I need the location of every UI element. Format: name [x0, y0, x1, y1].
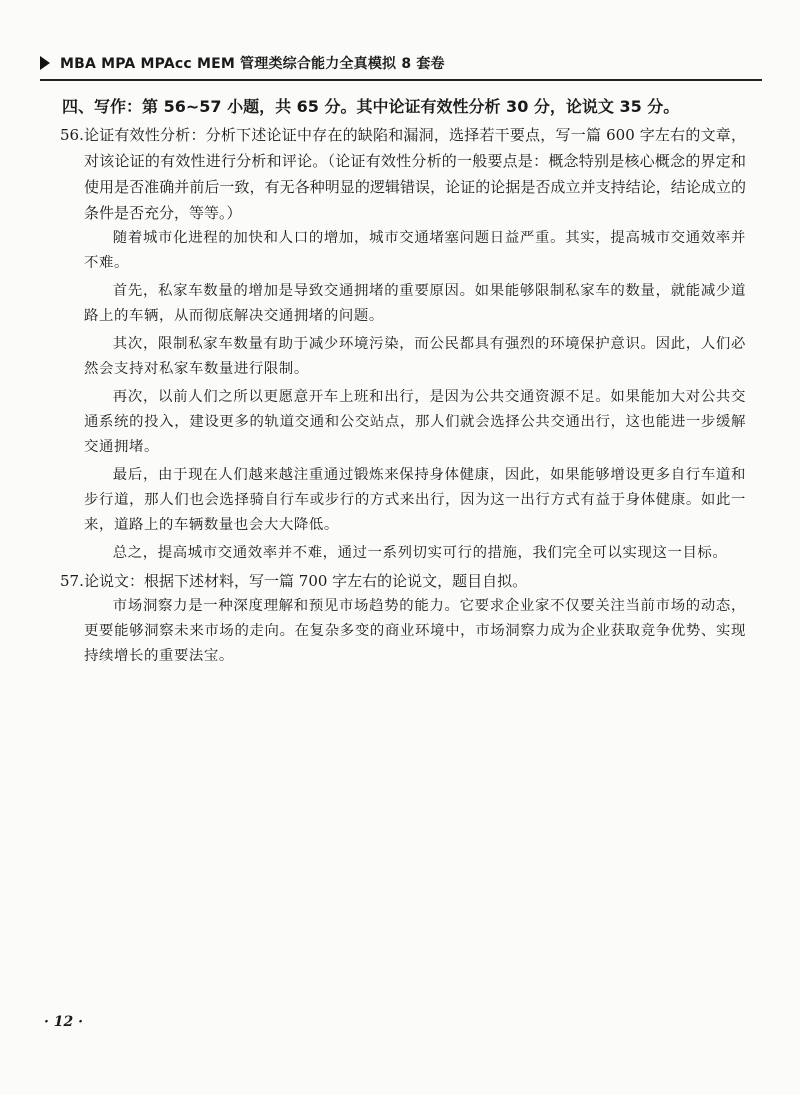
passage-paragraph: 首先，私家车数量的增加是导致交通拥堵的重要原因。如果能够限制私家车的数量，就能减少道路上的车辆，从而彻底解决交通拥堵的问题。: [84, 283, 746, 324]
question-57: [62, 568, 746, 594]
question-prompt: 论证有效性分析：分析下述论证中存在的缺陷和漏洞，选择若干要点，写一篇 600 字左右的文章，对该论证的有效性进行分析和评论。（论证有效性分析的一般要点是：概念特别是核心概念的界定和使用是否准确并前后一致，有无各种明显的逻辑错误，论证的论据是否成立并支持结论，结论成立的条件是否充分，等等。）: [84, 126, 746, 222]
passage-paragraph: 再次，以前人们之所以更愿意开车上班和出行，是因为公共交通资源不足。如果能加大对公共交通系统的投入，建设更多的轨道交通和公交站点，那人们就会选择公共交通出行，这也能进一步缓解交通拥堵。: [84, 389, 746, 455]
section-heading: 四、写作：第 56~57 小题，共 65 分。其中论证有效性分析 30 分，论说文 35 分。: [62, 97, 680, 116]
passage-paragraph: 随着城市化进程的加快和人口的增加，城市交通堵塞问题日益严重。其实，提高城市交通效率并不难。: [84, 230, 746, 271]
page-content: [62, 94, 746, 669]
question-56: [62, 122, 746, 226]
question-prompt: 论说文：根据下述材料，写一篇 700 字左右的论说文，题目自拟。: [84, 572, 528, 590]
header-rule: [40, 79, 762, 81]
passage-paragraph: 最后，由于现在人们越来越注重通过锻炼来保持身体健康，因此，如果能够增设更多自行车道和步行道，那人们也会选择骑自行车或步行的方式来出行，因为这一出行方式有益于身体健康。如此一来，道路上的车辆数量也会大大降低。: [84, 467, 746, 533]
question-number: 56.: [60, 126, 84, 144]
triangle-marker-icon: [40, 56, 50, 70]
header-title: MBA MPA MPAcc MEM 管理类综合能力全真模拟 8 套卷: [60, 56, 445, 72]
running-header: [40, 52, 760, 74]
passage-paragraph: 总之，提高城市交通效率并不难，通过一系列切实可行的措施，我们完全可以实现这一目标。: [112, 545, 728, 561]
material-paragraph: 市场洞察力是一种深度理解和预见市场趋势的能力。它要求企业家不仅要关注当前市场的动态，更要能够洞察未来市场的走向。在复杂多变的商业环境中，市场洞察力成为企业获取竞争优势、实现持续增长的重要法宝。: [84, 598, 746, 664]
passage-paragraph: 其次，限制私家车数量有助于减少环境污染，而公民都具有强烈的环境保护意识。因此，人们必然会支持对私家车数量进行限制。: [84, 336, 746, 377]
page-number: · 12 ·: [44, 1014, 83, 1030]
question-number: 57.: [60, 572, 84, 590]
